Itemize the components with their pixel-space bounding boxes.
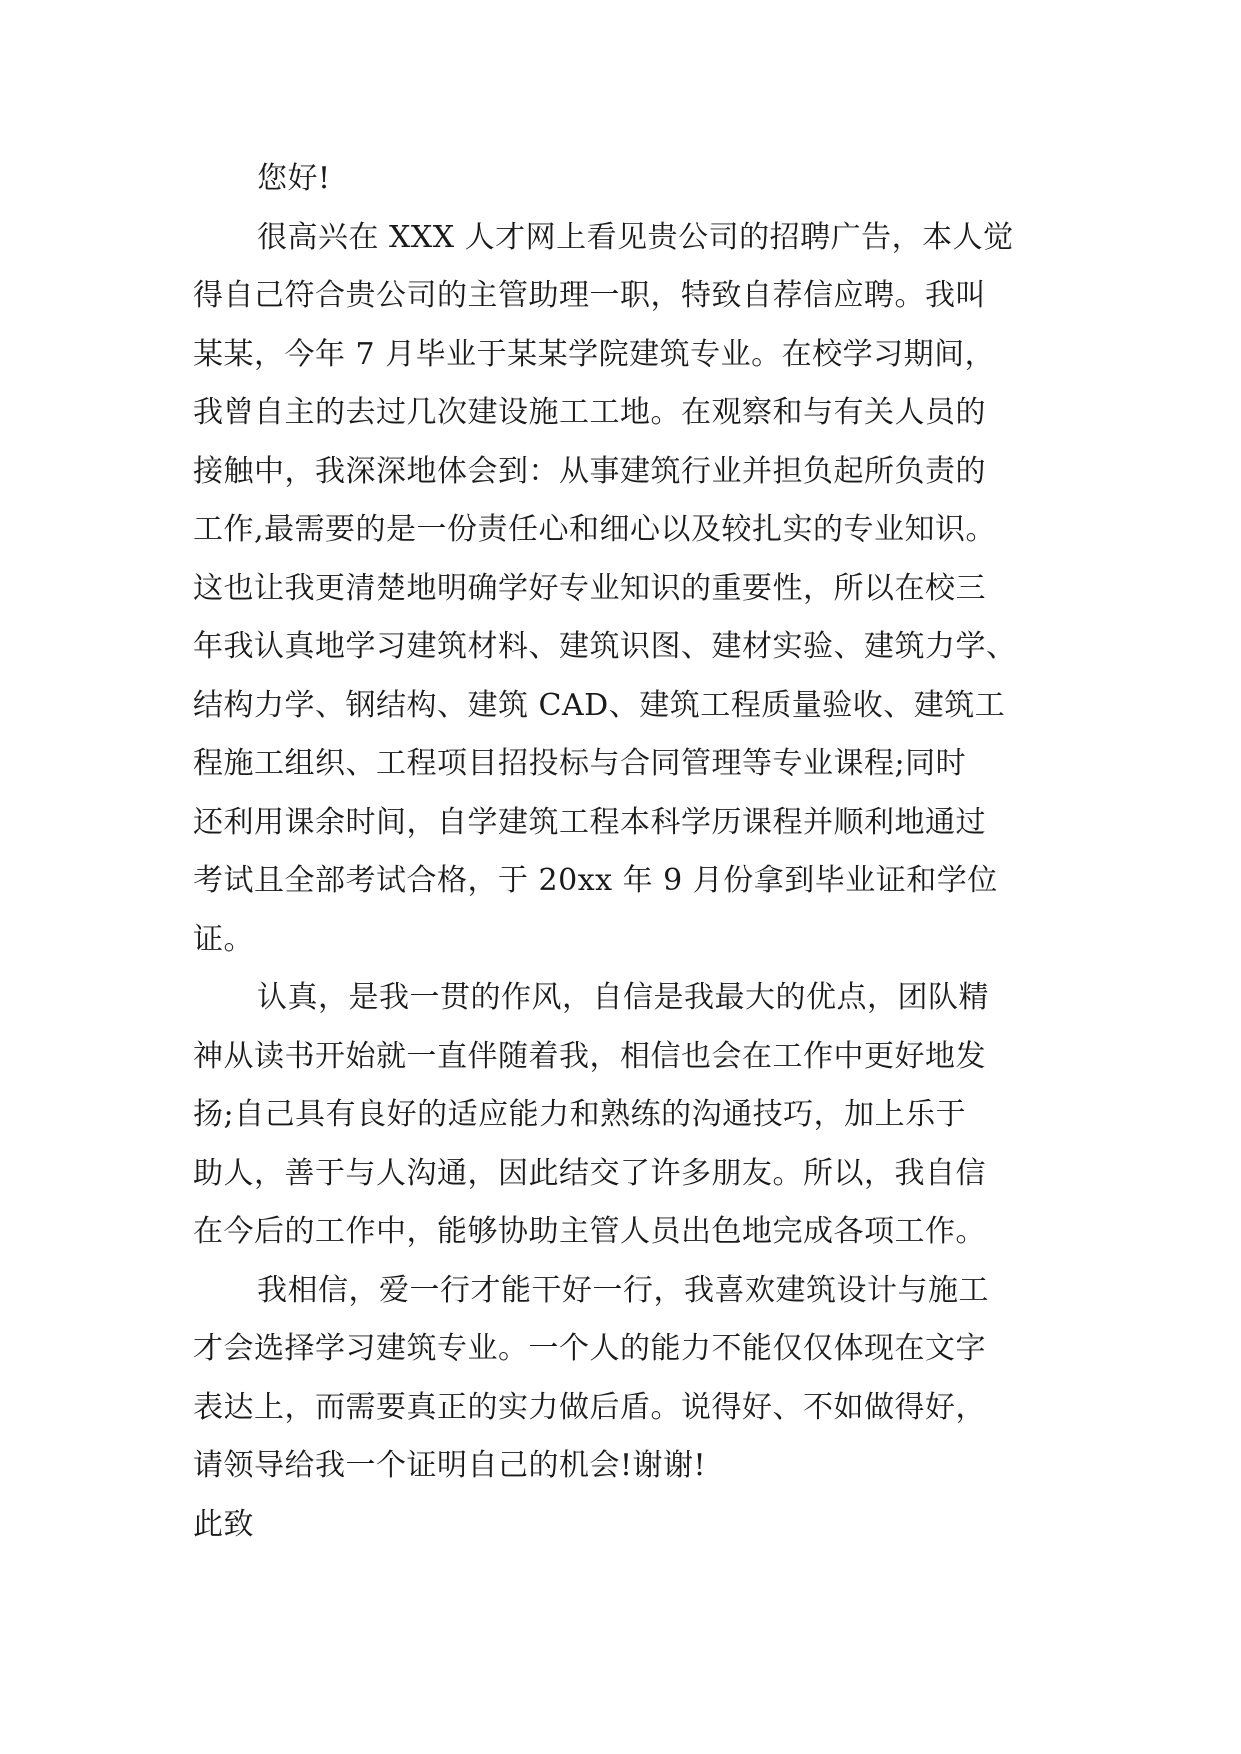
paragraph-2-line-1: 认真，是我一贯的作风，自信是我最大的优点，团队精 [257, 980, 989, 1015]
paragraph-3-line-2: 才会选择学习建筑专业。一个人的能力不能仅仅体现在文字 [193, 1331, 986, 1366]
paragraph-1-line-4: 我曾自主的去过几次建设施工工地。在观察和与有关人员的 [193, 395, 986, 430]
paragraph-1-line-5: 接触中，我深深地体会到：从事建筑行业并担负起所负责的 [193, 453, 986, 489]
paragraph-2-line-3: 扬;自己具有良好的适应能力和熟练的沟通技巧，加上乐于 [193, 1097, 967, 1132]
paragraph-1-line-2: 得自己符合贵公司的主管助理一职，特致自荐信应聘。我叫 [193, 278, 986, 313]
paragraph-1-line-3: 某某，今年 7 月毕业于某某学院建筑专业。在校学习期间， [193, 336, 996, 372]
paragraph-2-line-5: 在今后的工作中，能够协助主管人员出色地完成各项工作。 [193, 1214, 986, 1249]
paragraph-2-line-2: 神从读书开始就一直伴随着我，相信也会在工作中更好地发 [193, 1038, 986, 1074]
paragraph-1-line-10: 程施工组织、工程项目招投标与合同管理等专业课程;同时 [193, 746, 967, 781]
paragraph-3-line-1: 我相信，爱一行才能干好一行，我喜欢建筑设计与施工 [257, 1272, 989, 1308]
letter-body [193, 150, 1055, 1554]
paragraph-1-line-1: 很高兴在 XXX 人才网上看见贵公司的招聘广告，本人觉 [257, 219, 1014, 255]
paragraph-1-line-12: 考试且全部考试合格，于 20xx 年 9 月份拿到毕业证和学位 [193, 863, 998, 898]
paragraph-3-line-3: 表达上，而需要真正的实力做后盾。说得好、不如做得好， [193, 1389, 986, 1425]
paragraph-1-line-8: 年我认真地学习建筑材料、建筑识图、建材实验、建筑力学、 [193, 629, 1017, 664]
paragraph-1-line-11: 还利用课余时间，自学建筑工程本科学历课程并顺利地通过 [193, 804, 986, 840]
paragraph-1-line-9: 结构力学、钢结构、建筑 CAD、建筑工程质量验收、建筑工 [193, 687, 1006, 723]
paragraph-1-line-13: 证。 [193, 921, 254, 957]
paragraph-1-line-6: 工作,最需要的是一份责任心和细心以及较扎实的专业知识。 [193, 512, 997, 547]
paragraph-3-line-4: 请领导给我一个证明自己的机会!谢谢! [193, 1448, 707, 1483]
closing-salutation: 此致 [193, 1506, 254, 1542]
greeting: 您好! [257, 161, 331, 196]
paragraph-1-line-7: 这也让我更清楚地明确学好专业知识的重要性，所以在校三 [193, 570, 986, 606]
paragraph-2-line-4: 助人，善于与人沟通，因此结交了许多朋友。所以，我自信 [193, 1155, 986, 1191]
